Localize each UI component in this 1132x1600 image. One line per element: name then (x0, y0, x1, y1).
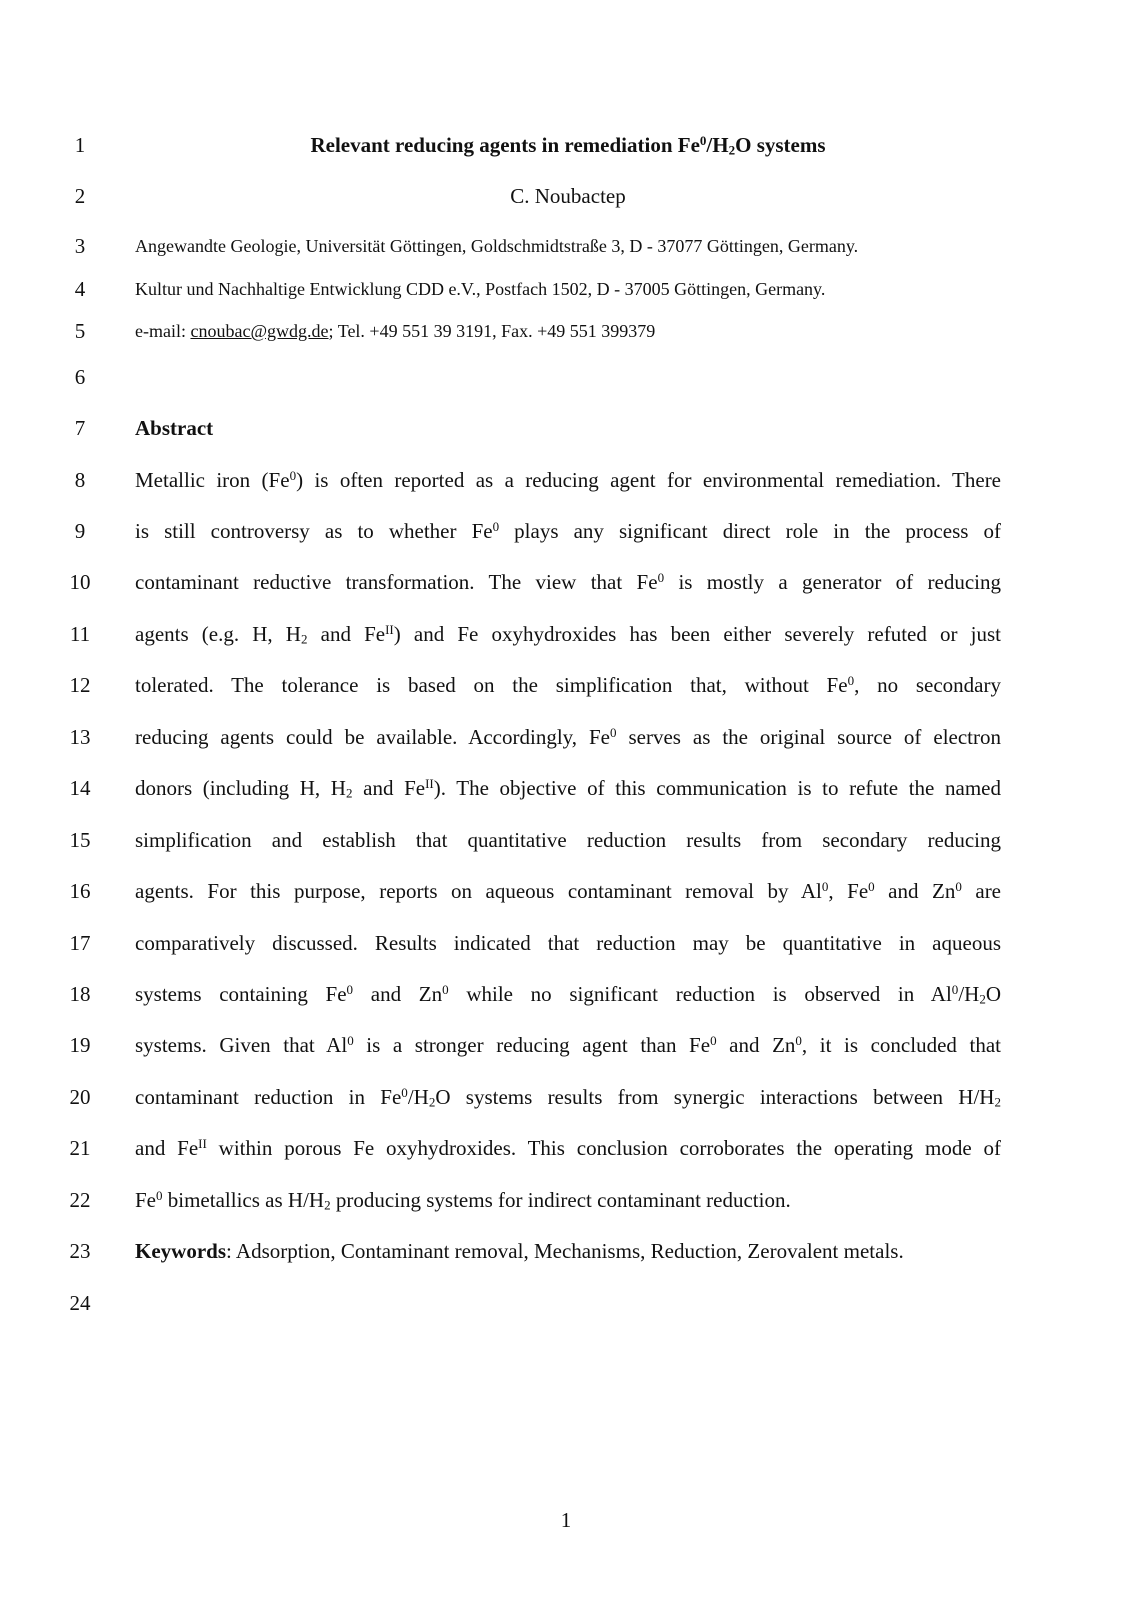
line-number: 6 (74, 365, 86, 389)
blank-line (0, 360, 1132, 394)
line-number: 1 (74, 133, 86, 157)
contact-line (0, 314, 1132, 348)
abstract-text: Metallic iron (Fe$^0$) is often reported as a reducing agent for environmental remediation. There (135, 467, 1002, 492)
affiliation-2: Kultur und Nachhaltige Entwicklung CDD e.V., Postfach 1502, D - 37005 Göttingen, Germany. (135, 279, 826, 299)
abstract-text: contaminant reductive transformation. The view that Fe$^0$ is mostly a generator of reducing (135, 569, 1001, 594)
abstract-line (0, 617, 1132, 651)
line-number: 24 (69, 1291, 91, 1315)
paper-title: Relevant reducing agents in remediation $Fe^0/H_2O$ systems (310, 132, 826, 158)
abstract-line (0, 771, 1132, 805)
author-line (0, 179, 1132, 213)
abstract-text: contaminant reduction in $Fe^0/H_2O$ systems results from synergic interactions between $H/H_2$ (135, 1084, 1001, 1110)
abstract-line (0, 977, 1132, 1011)
abstract-text: systems. Given that Al$^0$ is a stronger reducing agent than Fe$^0$ and Zn$^0$, it is concluded that (135, 1032, 1001, 1057)
abstract-line (0, 926, 1132, 960)
abstract-heading-line (0, 411, 1132, 445)
author: C. Noubactep (510, 184, 626, 208)
line-number: 8 (74, 468, 86, 492)
line-number: 20 (69, 1085, 91, 1109)
affiliation-line (0, 229, 1132, 263)
page-number: 1 (560, 1508, 572, 1532)
abstract-line (0, 1028, 1132, 1062)
line-number: 14 (69, 776, 91, 800)
abstract-line (0, 823, 1132, 857)
line-number: 4 (74, 277, 86, 301)
abstract-heading: Abstract (135, 416, 214, 440)
abstract-text: Fe$^0$ bimetallics as $H/H_2$ producing systems for indirect contaminant reduction. (135, 1187, 791, 1213)
contact-info: e-mail: cnoubac@gwdg.de; Tel. +49 551 39 3191, Fax. +49 551 399379 (135, 321, 656, 341)
line-number: 19 (69, 1033, 91, 1057)
abstract-line (0, 1131, 1132, 1165)
keywords-line (0, 1234, 1132, 1268)
abstract-text: agents (e.g. H, $H_2$ and $Fe^{II}$) and Fe oxyhydroxides has been either severely refuted or just (135, 621, 1001, 647)
abstract-line (0, 514, 1132, 548)
abstract-text: reducing agents could be available. Accordingly, Fe$^0$ serves as the original source of electron (135, 724, 1001, 749)
abstract-line (0, 1080, 1132, 1114)
keywords: Keywords: Adsorption, Contaminant removal, Mechanisms, Reduction, Zerovalent metals. (135, 1239, 904, 1263)
email-link[interactable]: cnoubac@gwdg.de (190, 321, 329, 341)
line-number: 17 (69, 931, 91, 955)
blank-line (0, 1286, 1132, 1320)
abstract-line (0, 463, 1132, 497)
line-number: 9 (74, 519, 86, 543)
affiliation-line (0, 272, 1132, 306)
line-number: 11 (69, 622, 91, 646)
keywords-label: Keywords (135, 1239, 226, 1263)
abstract-text: agents. For this purpose, reports on aqueous contaminant removal by Al$^0$, Fe$^0$ and Zn$^0$ are (135, 878, 1002, 903)
abstract-text: tolerated. The tolerance is based on the simplification that, without Fe$^0$, no secondary (135, 672, 1001, 697)
abstract-line (0, 565, 1132, 599)
abstract-line (0, 874, 1132, 908)
abstract-text: is still controversy as to whether Fe$^0$ plays any significant direct role in the process of (135, 518, 1001, 543)
line-number: 5 (74, 319, 86, 343)
line-number: 23 (69, 1239, 91, 1263)
line-number: 21 (69, 1136, 91, 1160)
line-number: 7 (74, 416, 86, 440)
line-number: 18 (69, 982, 91, 1006)
line-number: 15 (69, 828, 91, 852)
abstract-line (0, 1183, 1132, 1217)
abstract-line (0, 720, 1132, 754)
abstract-text: donors (including H, $H_2$ and $Fe^{II}$). The objective of this communication is to refute the named (135, 775, 1001, 801)
line-number: 16 (69, 879, 91, 903)
line-number: 3 (74, 234, 86, 258)
abstract-line (0, 668, 1132, 702)
abstract-text: systems containing Fe$^0$ and Zn$^0$ while no significant reduction is observed in $Al^0/H_2O$ (135, 981, 1001, 1007)
affiliation-1: Angewandte Geologie, Universität Göttingen, Goldschmidtstraße 3, D - 37077 Göttingen, Germany. (135, 236, 859, 256)
line-number: 10 (69, 570, 91, 594)
line-number: 13 (69, 725, 91, 749)
line-number: 12 (69, 673, 91, 697)
title-line (0, 128, 1132, 162)
abstract-text: and $Fe^{II}$ within porous Fe oxyhydroxides. This conclusion corroborates the operating mode of (135, 1135, 1001, 1160)
abstract-text: simplification and establish that quantitative reduction results from secondary reducing (135, 828, 1001, 852)
abstract-text: comparatively discussed. Results indicated that reduction may be quantitative in aqueous (135, 931, 1001, 955)
line-number: 22 (69, 1188, 91, 1212)
line-number: 2 (74, 184, 86, 208)
